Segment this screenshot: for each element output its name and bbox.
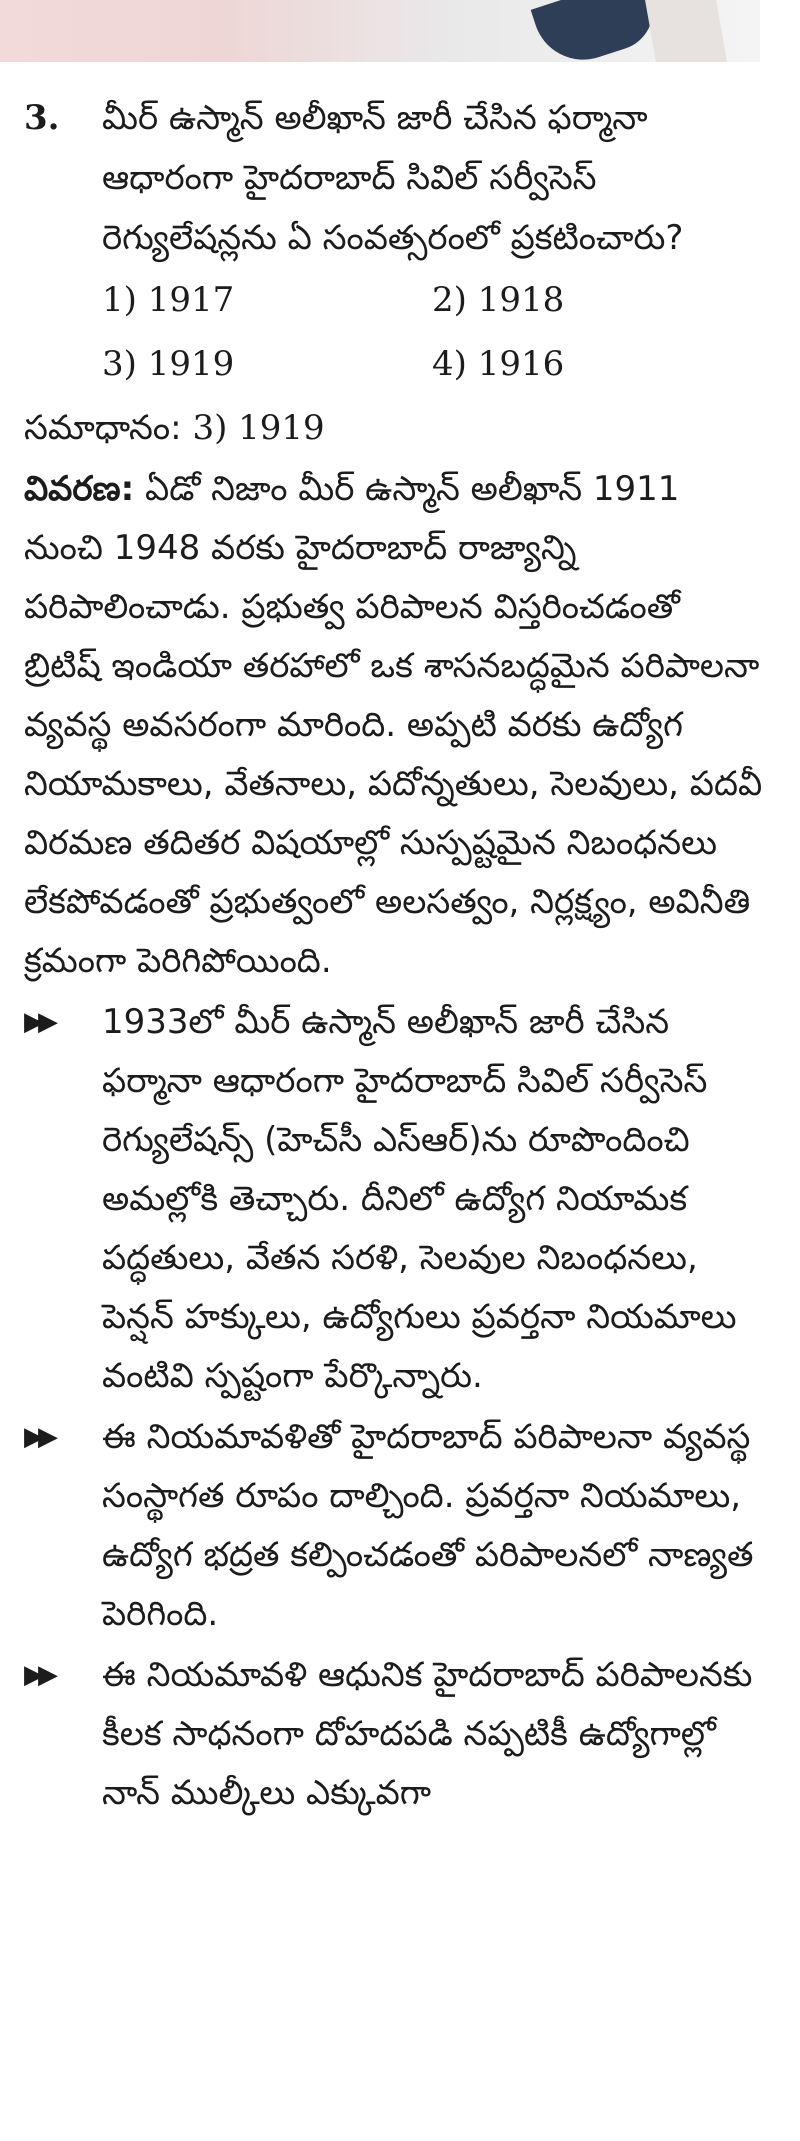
bullet-item (0, 1646, 800, 1823)
cropped-photo-strip (0, 0, 760, 62)
double-arrow-icon: ▶▶ (24, 1660, 52, 1690)
double-arrow-icon: ▶▶ (24, 1422, 52, 1452)
bullet-item (0, 993, 800, 1406)
answer-label: సమాధానం: (24, 408, 182, 448)
article-body (0, 62, 800, 1823)
explanation-text: ఏడో నిజాం మీర్ ఉస్మాన్ అలీఖాన్ 1911 నుంచి 1948 వరకు హైదరాబాద్ రాజ్యాన్ని పరిపాలించాడు. ప్రభుత్వ పరిపాలన విస్తరించడంతో బ్రిటిష్ ఇండియా తరహాలో ఒక శాసనబద్ధమైన పరిపాలనా వ్యవస్థ అవసరంగా మారింది. అప్పటి వరకు ఉద్యోగ నియామకాలు, వేతనాలు, పదోన్నతులు, సెలవులు, పదవీ విరమణ తదితర విషయాల్లో సుస్పష్టమైన నిబంధనలు లేకపోవడంతో ప్రభుత్వంలో అలసత్వం, నిర్లక్ష్యం, అవినీతి క్రమంగా పెరిగిపోయింది. (24, 469, 763, 981)
answer-line (0, 396, 800, 460)
explanation-paragraph (0, 460, 764, 991)
explanation-label: వివరణ: (24, 469, 135, 509)
options-list (0, 268, 800, 396)
bullet-text: ఈ నియమావళి ఆధునిక హైదరాబాద్ పరిపాలనకు కీలక సాధనంగా దోహదపడి నప్పటికీ ఉద్యోగాల్లో నాన్ ముల్కీలు ఎక్కువగా (102, 1655, 753, 1813)
bullet-text: 1933లో మీర్ ఉస్మాన్ అలీఖాన్ జారీ చేసిన ఫర్మానా ఆధారంగా హైదరాబాద్ సివిల్ సర్వీసెస్ రెగ్యులేషన్స్ (హెచ్‌సీ ఎస్ఆర్)ను రూపొందించి అమల్లోకి తెచ్చారు. దీనిలో ఉద్యోగ నియామక పద్ధతులు, వేతన సరళి, సెలవుల నిబంధనలు, పెన్షన్ హక్కులు, ఉద్యోగులు ప్రవర్తనా నియమాలు వంటివి స్పష్టంగా పేర్కొన్నారు. (102, 1002, 737, 1396)
option-3: 3) 1919 (102, 344, 235, 384)
question-number: 3. (24, 98, 60, 138)
question-text: మీర్ ఉస్మాన్ అలీఖాన్ జారీ చేసిన ఫర్మానా ఆధారంగా హైదరాబాద్ సివిల్ సర్వీసెస్ రెగ్యులేషన్లను ఏ సంవత్సరంలో ప్రకటించారు? (102, 98, 684, 258)
option-1: 1) 1917 (102, 280, 235, 320)
bullet-text: ఈ నియమావళితో హైదరాబాద్ పరిపాలనా వ్యవస్థ సంస్థాగత రూపం దాల్చింది. ప్రవర్తనా నియమాలు, ఉద్యోగ భద్రత కల్పించడంతో పరిపాలనలో నాణ్యత పెరిగింది. (102, 1417, 754, 1634)
question-block (0, 62, 800, 268)
leg-graphic (643, 0, 728, 62)
shoe-graphic (531, 0, 664, 62)
option-2: 2) 1918 (432, 280, 565, 320)
option-4: 4) 1916 (432, 344, 565, 384)
answer-value: 3) 1919 (192, 408, 325, 448)
double-arrow-icon: ▶▶ (24, 1007, 52, 1037)
bullet-item (0, 1408, 800, 1644)
